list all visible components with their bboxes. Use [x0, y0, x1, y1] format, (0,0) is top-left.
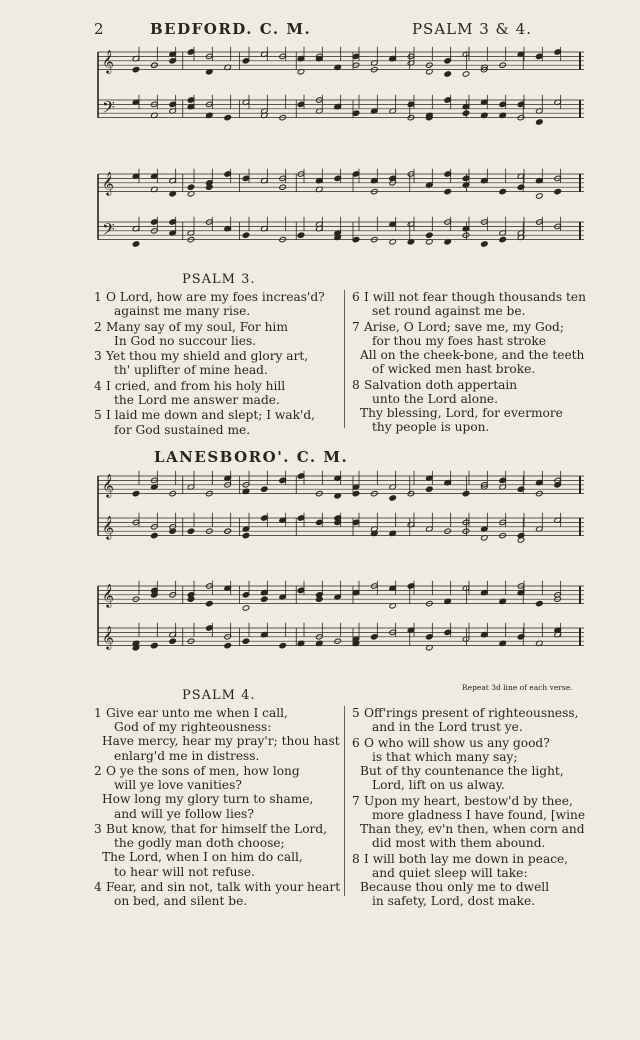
verse-4-4: 4 Fear, and sin not, talk with your heart	[94, 880, 341, 894]
psalm-3-title: PSALM 3.	[182, 272, 256, 287]
verse-4-1: 1 Give ear unto me when I call,	[94, 706, 288, 720]
verse-4-5: 5 Off'rings present of righteousness,	[352, 706, 579, 720]
treble-clef-icon: 𝄞	[102, 472, 114, 497]
treble-clef-icon: 𝄞	[102, 48, 114, 73]
verse-4-2: 2 O ye the sons of men, how long	[94, 764, 300, 778]
bass-clef-icon: 𝄢	[102, 218, 115, 243]
tune-title-bedford: BEDFORD. C. M.	[150, 20, 312, 38]
psalm-3-left-column: 1 O Lord, how are my foes increas'd? against me many rise. 2 Many say of my soul, For him In God no succour lies. 3 Yet thou my shield and glory art, th' uplifter of mine head. 4 I cried, and from his holy hill the Lord me answer made. 5 I laid me down and slept; I wak'd, for God sustained me.	[94, 290, 325, 437]
verse-4-6: 6 O who will show us any good?	[352, 735, 550, 750]
psalm-4-left-column: 1 Give ear unto me when I call, God of my righteousness: Have mercy, hear my pray'r; thou hast enlarg'd me in distress. 2 O ye the sons of men, how long will ye love vanities? How long my glory turn to shame, and will ye follow lies? 3 But know, that for himself the Lord, the godly man doth choose; The Lord, when I on him do call, to hear will not refuse. 4 Fear, and sin not, talk with your heart on bed, and silent be.	[94, 706, 341, 909]
treble-clef-icon: 𝄞	[102, 582, 114, 607]
tune-title-lanesboro: LANESBORO'. C. M.	[154, 448, 349, 466]
psalm-reference: PSALM 3 & 4.	[411, 20, 532, 38]
verse-4-8: 8 I will both lay me down in peace,	[352, 851, 569, 866]
verse-3-5: 5 I laid me down and slept; I wak'd,	[94, 408, 315, 423]
treble-clef-icon: 𝄞	[102, 624, 114, 649]
bedford-system-1	[96, 44, 586, 140]
bedford-system-2	[96, 166, 586, 262]
verse-4-3: 3 But know, that for himself the Lord,	[94, 822, 328, 836]
verse-3-3: 3 Yet thou my shield and glory art,	[94, 349, 309, 364]
treble-clef-icon: 𝄞	[102, 170, 114, 195]
lanesboro-system-2	[96, 578, 586, 666]
treble-clef-icon: 𝄞	[102, 514, 114, 539]
lanesboro-staff-pair-1	[96, 468, 586, 556]
bedford-staff-pair-2	[96, 166, 586, 262]
repeat-note: Repeat 3d line of each verse.	[462, 683, 573, 692]
verse-3-7: 7 Arise, O Lord; save me, my God;	[352, 319, 564, 334]
lanesboro-system-1	[96, 468, 586, 556]
verse-3-4: 4 I cried, and from his holy hill	[94, 378, 286, 393]
bass-clef-icon: 𝄢	[102, 96, 115, 121]
psalm-4-title: PSALM 4.	[182, 688, 256, 703]
psalm-4-right-column: 5 Off'rings present of righteousness, and in the Lord trust ye. 6 O who will show us any good? is that which many say; But of thy countenance the light, Lord, lift on us alway. 7 Upon my heart, bestow'd by thee, more gladness I have found, [wine Than they, ev'n then, when corn and did most with them abound. 8 I will both lay me down in peace, and quiet sleep will take: Because thou only me to dwell in safety, Lord, dost make.	[352, 706, 586, 909]
verse-3-8: 8 Salvation doth appertain	[352, 377, 518, 392]
psalm-3-right-column: 6 I will not fear though thousands ten set round against me be. 7 Arise, O Lord; save me, my God; for thou my foes hast stroke All on the cheek-bone, and the teeth of wicked men hast broke. 8 Salvation doth appertain unto the Lord alone. Thy blessing, Lord, for evermore thy people is upon.	[352, 290, 586, 435]
page-number: 2	[94, 20, 105, 38]
verse-3-1: 1 O Lord, how are my foes increas'd?	[94, 290, 325, 304]
lanesboro-staff-pair-2	[96, 578, 586, 666]
column-divider	[344, 290, 345, 428]
verse-3-6: 6 I will not fear though thousands ten	[352, 290, 586, 304]
verse-3-2: 2 Many say of my soul, For him	[94, 319, 288, 334]
page-header	[92, 20, 532, 40]
column-divider-2	[344, 706, 345, 896]
verse-4-7: 7 Upon my heart, bestow'd by thee,	[352, 793, 573, 808]
bedford-staff-pair-1	[96, 44, 586, 140]
